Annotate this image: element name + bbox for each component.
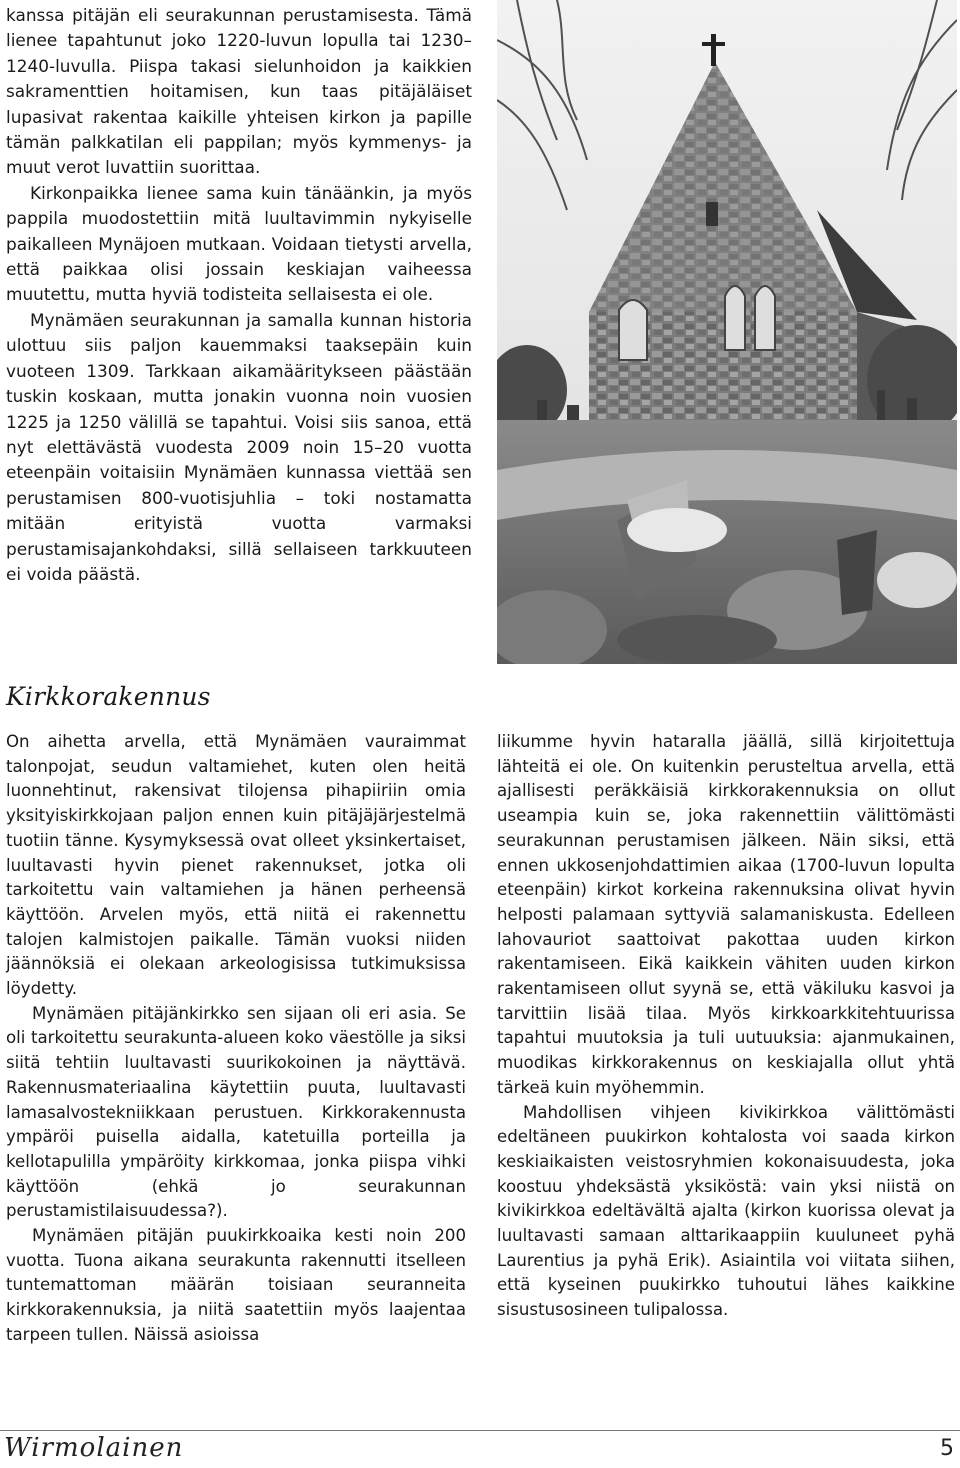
intro-paragraph-3: Mynämäen seurakunnan ja samalla kunnan historia ulottuu siis paljon kauemmaksi taaksepäin kuin vuoteen 1309. Tarkkaan aikamääritykseen päästään tuskin koskaan, mutta jonakin vuonna noin vuosien 1225 ja 1250 välillä se tapahtui. Voisi siis sanoa, että nyt elettävästä vuodesta 2009 noin 15–20 vuotta eteenpäin voitaisiin Mynämäen kunnassa viettää sen perustamisen 800-vuotisjuhlia – toki nostamatta mitään erityistä vuotta varmaksi perustamisajankohdaksi, sillä sellaiseen tarkkuuteen ei voida päästä.: [6, 309, 472, 584]
intro-text-column: [6, 3, 472, 587]
left-paragraph-2: Mynämäen pitäjänkirkko sen sijaan oli eri asia. Se oli tarkoitettu seurakunta-alueen koko väestölle ja siksi siitä tehtiin luultavasti suurikokoinen ja näyttävä. Rakennusmateriaalina käytettiin puuta, luultavasti lamasalvostekniikkaan perustuen. Kirkkorakennusta ympäröi puisella aidalla, katetuilla porteilla ja kellotapulilla ympäröity kirkkomaa, jonka piispa vihki käyttöön (ehkä jo seurakunnan perustamistilaisuudessa?).: [6, 1003, 466, 1221]
left-text-column: [6, 730, 466, 1348]
left-paragraph-3: Mynämäen pitäjän puukirkkoaika kesti noin 200 vuotta. Tuona aikana seurakunta rakennutti itselleen tuntemattoman määrän toisiaan seuranneita kirkkorakennuksia, ja niitä saatettiin myös laajentaa tarpeen tullen. Näissä asioissa: [6, 1226, 466, 1344]
right-paragraph-1: liikumme hyvin hataralla jäällä, sillä kirjoitettuja lähteitä ei ole. On kuitenkin perusteltua arvella, että ajallisesti peräkkäisiä kirkkorakennuksia on ollut useampia kuin se, joka rakennettiin välittömästi seurakunnan perustamisen jälkeen. Näin siksi, että ennen ukkosenjohdattimien aikaa (1700-luvun lopulta eteenpäin) kirkot korkeina rakennuksina olivat hyvin helposti palamaan syttyviä salamaniskusta. Edelleen lahovauriot saattoivat pakottaa uuden kirkon rakentamiseen. Eikä kaikkein vähiten uuden kirkon rakentamiseen ollut syynä se, että väkiluku kasvoi ja tarvittiin lisää tilaa. Myös kirkkoarkkitehtuurissa tapahtui muutoksia ja tuli uutuuksia: ajanmukainen, muodikas kirkkorakennus on keskiajalla ollut yhtä tärkeä kuin myöhemmin.: [497, 732, 955, 1097]
intro-paragraph-1: kanssa pitäjän eli seurakunnan perustamisesta. Tämä lienee tapahtunut joko 1220-luvun lopulla tai 1230–1240-luvulla. Piispa takasi sielunhoidon ja kaikkien sakramenttien hoitamisen, kun taas pitäjäläiset lupasivat rakentaa kaikille yhteisen kirkon ja papille tämän palkkatilan eli pappilan; myös kymmenys- ja muut verot luvattiin suorittaa.: [6, 5, 472, 178]
left-paragraph-1: On aihetta arvella, että Mynämäen vauraimmat talonpojat, seudun valtamiehet, kuten olen heitä luonnehtinut, rakensivat tilojensa pihapiiriin omia yksityiskirkkojaan paljon ennen kuin pitäjäjärjestelmä tuotiin tänne. Kysymyksessä ovat olleet yksinkertaiset, luultavasti hyvin pienet rakennukset, jotka oli tarkoitettu vain valtamiehen ja hänen perheensä käyttöön. Arvelen myös, että niitä ei rakennettu talojen kalmistojen paikalle. Tämän vuoksi niiden jäännöksiä ei olekaan arkeologisissa tutkimuksissa löydetty.: [6, 732, 466, 999]
church-photo: [497, 0, 957, 664]
right-text-column: [497, 730, 955, 1323]
magazine-logo: Wirmolainen: [4, 1433, 184, 1463]
page-number: 5: [940, 1436, 954, 1461]
right-paragraph-2: Mahdollisen vihjeen kivikirkkoa välittömästi edeltäneen puukirkon kohtalosta voi saada kirkon keskiaikaisten veistosryhmien kokonaisuudesta, joka koostuu yhdeksästä yksiköstä: vain yksi niistä on kivikirkkoa edeltävältä ajalta (kirkon kuorissa olevat ja luultavasti samaan alttarikaappiin kuuluneet pyhä Laurentius ja pyhä Erik). Asiaintila voi viitata siihen, että kyseinen puukirkko tuhoutui lähes kaikkine sisustusosineen tulipalossa.: [497, 1102, 955, 1320]
section-heading: Kirkkorakennus: [6, 682, 211, 711]
intro-paragraph-2: Kirkonpaikka lienee sama kuin tänäänkin, ja myös pappila muodostettiin mitä luultavimmin nykyiselle paikalleen Mynäjoen mutkaan. Voidaan tietysti arvella, että paikkaa olisi jossain keskiajan vaiheessa muutettu, mutta hyviä todisteita sellaisesta ei ole.: [6, 182, 472, 305]
footer-divider: [0, 1430, 960, 1431]
